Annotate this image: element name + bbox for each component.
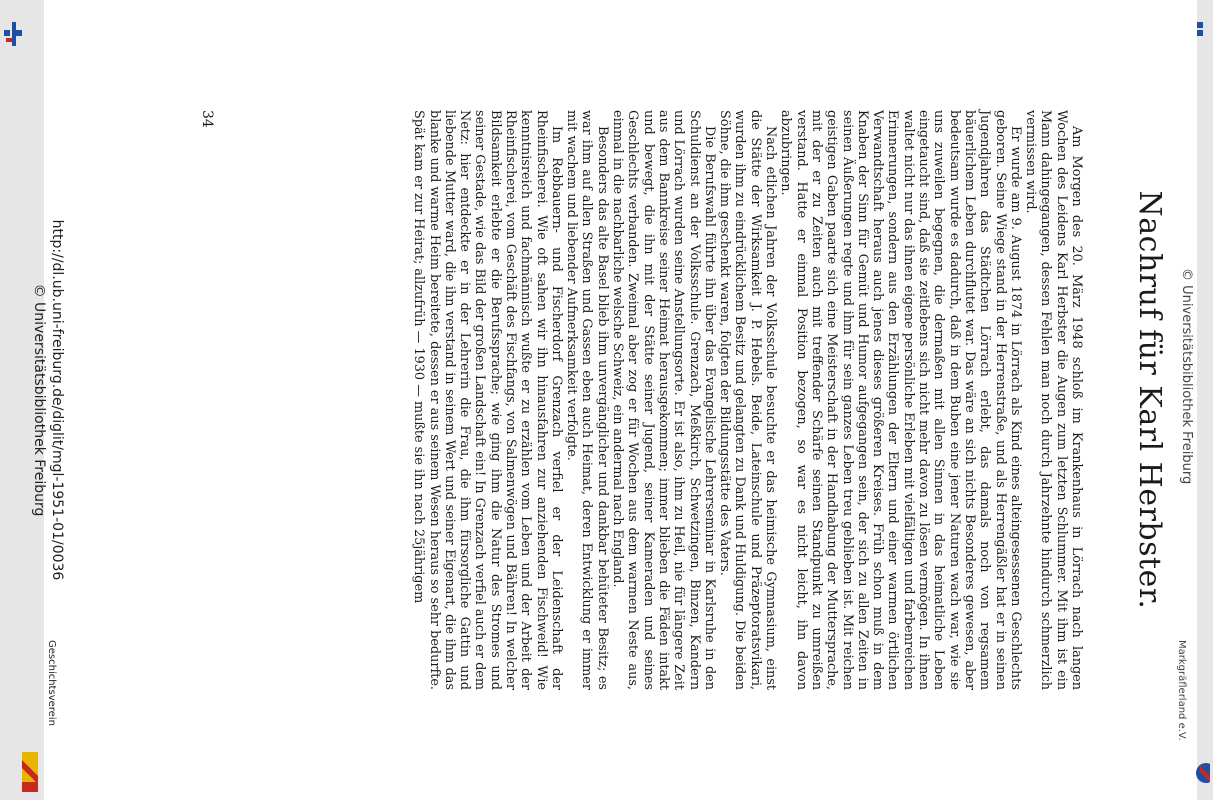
paragraph: Die Berufswahl führte ihn über das Evangelische Lehrerseminar in Karlsruhe in den Schuldienst an der Volksschule. Grenzach, Meßkirch, Schwetzingen, Binzen, Kandern und Lörrach wurden seine Anstellungsorte. Er ist also, ihm zu Heil, nie für längere Zeit aus dem Bannkreise seiner Heimat herausgekommen; immer blieben die Fäden intakt und bewegt, die ihn mit der Stätte seiner Jugend, seiner Kameraden und seines Geschlechts verbanden. Zweimal aber zog er für Wochen aus dem warmen Neste aus, einmal in die nachbarliche welsche Schweiz, ein andermal nach England. — [610, 110, 717, 690]
paragraph: Nach etlichen Jahren der Volksschule besuchte er das heimische Gymnasium, einst die Stätte der Wirksamkeit J. P. Hebels. Beide, Lateinschule und Präzeptoratsvikari, wurden ihm zu eindrücklichem Besitz und gelangten zu Dank und Huldigung. Die beiden Söhne, die ihm geschenkt waren, folgten der Bildungsstätte des Vaters. — [717, 110, 779, 690]
paragraph: Am Morgen des 20. März 1948 schloß im Krankenhaus in Lörrach nach langen Wochen des Leidens Karl Herbster die Augen zum letzten Schlummer. Mit ihm ist ein Mann dahingegangen, dessen Fehlen man noch durch Jahrzehnte hindurch schmerzlich vermissen wird. — [1023, 110, 1084, 690]
copyright-notice: © Universitätsbibliothek Freiburg — [31, 283, 47, 517]
article-body — [411, 110, 1084, 690]
library-logo-icon — [1197, 20, 1209, 40]
paragraph: Er wurde am 9. August 1874 in Lörrach als Kind eines alteingesessenen Geschlechts geboren. Seine Wiege stand in der Herrenstraße, und als Herrengäßler hat er in seinen Jugendjahren das Städtchen Lörrach erlebt, das damals noch von regsamem bäuerlichem Leben durchflutet war. Das wäre an sich nichts Besonderes gewesen, aber bedeutsam wurde es dadurch, daß in dem Buben eine jener Naturen wach war, wie sie uns zuweilen begegnen, die dermaßen mit allen Sinnen in das heimatliche Leben eingetaucht sind, daß sie zeitlebens sich nicht mehr davon zu lösen vermögen. In ihnen waltet nicht nur das ihnen eigene persönliche Erleben mit vielfältigen und farbenreichen Erinnerungen, sondern aus den Erzählungen der Eltern und einer warmen örtlichen Verwandtschaft heraus auch jenes dieses größeren Kreises. Früh schon muß in dem Knaben der Sinn für Gemüt und Humor aufgegangen sein, der sich zu allen Zeiten in seinen Äußerungen regte und ihm für sein ganzes Leben treu geblieben ist. Mit reichen geistigen Gaben paarte sich eine Meisterschaft in der Handhabung der Muttersprache, mit der er zu Zeiten auch mit treffender Schärfe seinen Standpunkt zu umreißen verstand. Hatte er einmal Position bezogen, so war es nicht leicht, ihn davon abzubringen. — [778, 110, 1023, 690]
paragraph: Im Rebbauern- und Fischerdorf Grenzach verfiel er der Leidenschaft der Rheinfischerei. Wie oft sahen wir ihn hinausfahren zur anziehenden Fischweid! Wie kenntnisreich und fachmännisch wußte er zu erzählen vom Leben und der Arbeit der Rheinfischerei, vom Geschäft des Fischfangs, von Salmenwögen und Bähren! In welcher Bildsamkeit erlebte er die Berufssprache; wie ging ihm die Natur des Stromes und seiner Gestade, wie das Bild der großen Landschaft ein! In Grenzach verfiel auch er dem Netz: hier entdeckte er in der Lehrerin die Frau, die ihm fürsorgliche Gattin und liebende Mutter ward, die ihn verstand in seinem Wert und seiner Eigenart, die ihm das blanke und warme Heim bereitete, dessen er aus seinem Wesen heraus so sehr bedurfte. Spät kam er zur Heirat; allzufrüh — 1930 — mußte sie ihn nach 25jährigem — [411, 110, 564, 690]
library-logo-icon — [4, 14, 22, 54]
paragraph: Besonders das alte Basel blieb ihm unvergänglicher und dankbar behüteter Besitz; es war ihm auf allen Straßen und Gassen eben auch Heimat, deren Entwicklung er immer mit wachem und liebender Aufmerksamkeit verfolgte. — [564, 110, 610, 690]
org-label: Geschichtsverein — [46, 640, 57, 726]
document-page — [31, 0, 1197, 800]
source-url-link[interactable]: http://dl.ub.uni-freiburg.de/diglit/mgl-1951-01/0036 — [49, 219, 65, 581]
viewer-gutter-right — [1197, 0, 1213, 800]
coat-of-arms-icon — [1196, 756, 1210, 790]
rotated-document — [31, 0, 1197, 800]
page-title: Nachruf für Karl Herbster. — [1132, 190, 1167, 610]
facing-org-label: Markgräflerland e.V. — [1176, 640, 1187, 741]
facing-copyright: © Universitätsbibliothek Freiburg — [1179, 268, 1194, 485]
page-number: 34 — [199, 110, 215, 128]
coat-of-arms-icon — [22, 752, 38, 792]
